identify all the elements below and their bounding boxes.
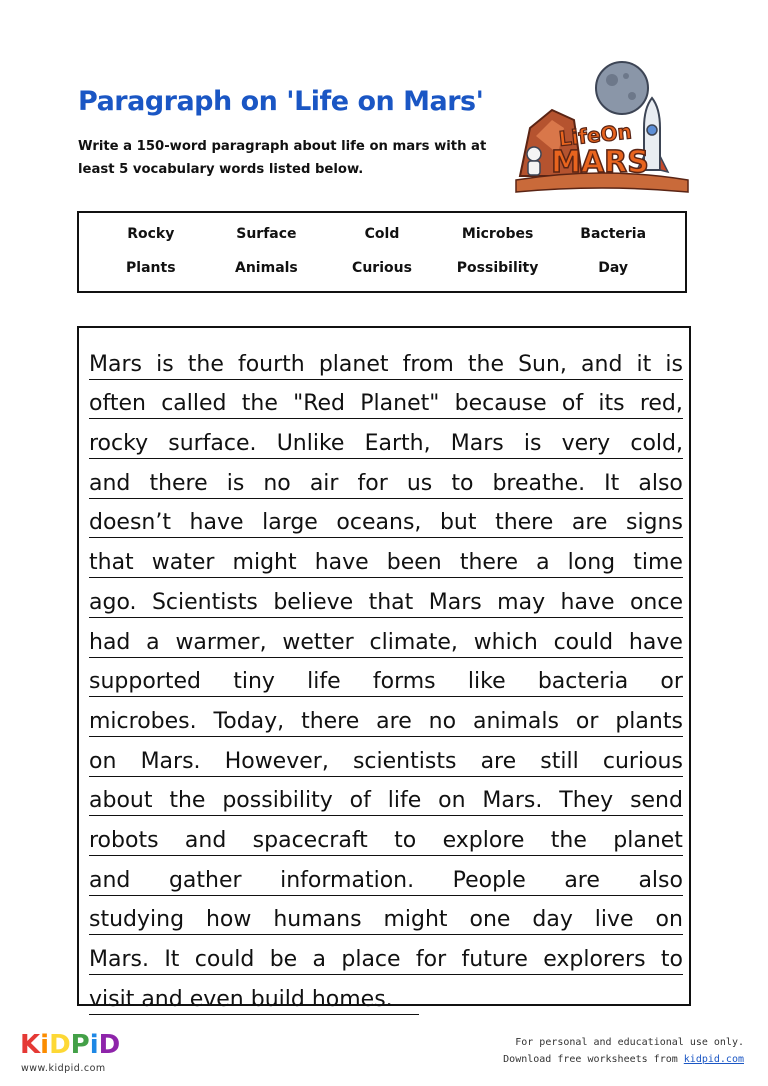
instructions-line-1: Write a 150-word paragraph about life on mars with at — [78, 139, 487, 154]
paragraph-word: It — [604, 470, 620, 496]
paragraph-line — [89, 777, 683, 817]
brand-letter: i — [40, 1030, 50, 1060]
paragraph-word: possibility — [222, 788, 333, 814]
brand-url: www.kidpid.com — [21, 1063, 106, 1074]
paragraph-line — [89, 935, 683, 975]
vocabulary-grid — [93, 225, 671, 277]
paragraph-word: However, — [224, 748, 329, 774]
paragraph-word: a — [536, 550, 550, 576]
paragraph-word: Mars. — [482, 788, 543, 814]
paragraph-word: for — [357, 470, 388, 496]
paragraph-line — [89, 856, 683, 896]
paragraph-word: to — [451, 470, 474, 496]
paragraph-word: of — [561, 391, 584, 417]
paragraph-word: are — [571, 510, 608, 536]
paragraph-word: spacecraft — [252, 827, 368, 853]
paragraph-word: information. — [280, 867, 415, 893]
vocab-word: Bacteria — [580, 226, 647, 242]
paragraph-word: microbes. — [89, 708, 197, 734]
paragraph-word: its — [598, 391, 625, 417]
paragraph-word: Planet" — [360, 391, 440, 417]
paragraph-word: are — [480, 748, 517, 774]
paragraph-word: very — [561, 431, 611, 457]
paragraph-line — [89, 419, 683, 459]
astronaut-icon — [527, 147, 541, 175]
paragraph-word: or — [660, 669, 683, 695]
paragraph-word: no — [263, 470, 291, 496]
vocab-word: Surface — [236, 226, 297, 242]
paragraph-word: live — [594, 907, 634, 933]
paragraph-word: explore — [442, 827, 525, 853]
paragraph-word: animals — [472, 708, 559, 734]
paragraph-word: could — [553, 629, 614, 655]
paragraph-word: that — [368, 589, 414, 615]
vocab-word: Day — [598, 260, 629, 276]
paragraph-word: It — [164, 947, 180, 972]
paragraph-word: signs — [625, 510, 683, 536]
paragraph-word: send — [630, 788, 683, 814]
paragraph-word: the — [550, 827, 587, 853]
paragraph-word: could — [194, 947, 255, 972]
paragraph-word: forms — [372, 669, 436, 695]
paragraph-word: ago. — [89, 589, 137, 615]
vocab-word: Possibility — [456, 260, 539, 276]
paragraph-word: Today, — [213, 708, 285, 734]
footer-note-prefix: Download free worksheets from — [503, 1054, 684, 1065]
paragraph-word: Mars — [450, 431, 504, 457]
paragraph-word: once — [629, 589, 683, 615]
paragraph-word: might — [232, 550, 297, 576]
paragraph-word: is — [226, 470, 245, 496]
brand-letter: K — [20, 1030, 41, 1060]
paragraph-word: Mars — [428, 589, 482, 615]
paragraph-word: and — [184, 827, 227, 853]
paragraph-word: breathe. — [492, 470, 586, 496]
paragraph-word: plants — [615, 708, 683, 734]
paragraph-word: no — [428, 708, 457, 734]
paragraph-word: called — [161, 391, 227, 417]
paragraph-line — [89, 737, 683, 777]
kidpid-link[interactable]: kidpid.com — [683, 1054, 744, 1065]
paragraph-word: and — [89, 867, 131, 893]
paragraph-word: also — [638, 470, 683, 496]
paragraph-word: to — [660, 947, 683, 972]
paragraph-word: Unlike — [276, 431, 345, 457]
instructions-line-2: least 5 vocabulary words listed below. — [78, 162, 364, 177]
paragraph-word: time — [633, 550, 683, 576]
footer-note — [503, 1034, 744, 1068]
paragraph-word: have — [314, 550, 369, 576]
paragraph-word: often — [89, 391, 146, 417]
logo-line-2: MARS — [551, 145, 649, 180]
vocab-word: Rocky — [127, 226, 175, 242]
paragraph-word: the — [467, 351, 504, 377]
paragraph-word: doesn’t — [89, 510, 171, 536]
paragraph-word: is — [156, 351, 174, 377]
paragraph-word: wetter — [282, 629, 354, 655]
paragraph-word: one — [469, 907, 511, 933]
paragraph-word: been — [386, 550, 442, 576]
vocab-word: Curious — [352, 260, 412, 276]
paragraph-word: curious — [602, 748, 683, 774]
paragraph-word: rocky — [89, 431, 149, 457]
paragraph-line — [89, 658, 683, 698]
paragraph-word: had — [89, 629, 131, 655]
paragraph-word: place — [341, 947, 401, 972]
paragraph-box — [77, 326, 691, 1012]
brand-letter: i — [89, 1030, 99, 1060]
paragraph-word: Mars. — [140, 748, 201, 774]
paragraph-word: Earth, — [364, 431, 431, 457]
paragraph-word: a — [146, 629, 160, 655]
life-on-mars-illustration — [512, 58, 692, 198]
paragraph-word: explorers — [543, 947, 646, 972]
paragraph-word: be — [269, 947, 298, 972]
paragraph-word: from — [402, 351, 454, 377]
paragraph-word: there — [459, 550, 519, 576]
paragraph-word: surface. — [168, 431, 257, 457]
paragraph-word: a — [312, 947, 327, 972]
paragraph-word: of — [349, 788, 371, 814]
vocab-word: Plants — [126, 260, 176, 276]
paragraph-word: like — [467, 669, 506, 695]
page-title: Paragraph on 'Life on Mars' — [78, 86, 484, 117]
vocab-word: Cold — [364, 226, 400, 242]
paragraph-line — [89, 896, 683, 936]
paragraph-line — [89, 459, 683, 499]
paragraph-word: Scientists — [151, 589, 258, 615]
paragraph-word: robots — [89, 827, 159, 853]
paragraph-word: supported — [89, 669, 201, 695]
footer-note-line-1: For personal and educational use only. — [515, 1037, 744, 1048]
paragraph-word: water — [151, 550, 215, 576]
paragraph-word: day — [532, 907, 573, 933]
paragraph-word: are — [376, 708, 412, 734]
paragraph-word: still — [540, 748, 579, 774]
paragraph-lines — [89, 340, 683, 1015]
paragraph-word: it — [636, 351, 652, 377]
paragraph-word: tiny — [233, 669, 275, 695]
paragraph-word: that — [89, 550, 134, 576]
paragraph-word: People — [452, 867, 526, 893]
paragraph-word: cold, — [630, 431, 683, 457]
paragraph-word: air — [309, 470, 339, 496]
footer-note-line-2 — [503, 1051, 744, 1068]
paragraph-word: have — [189, 510, 244, 536]
paragraph-word: or — [575, 708, 599, 734]
paragraph-word: might — [383, 907, 448, 933]
paragraph-word: life — [307, 669, 341, 695]
paragraph-word: They — [559, 788, 614, 814]
paragraph-line — [89, 538, 683, 578]
paragraph-word: scientists — [352, 748, 457, 774]
paragraph-word: gather — [168, 867, 242, 893]
paragraph-word: the — [187, 351, 224, 377]
vocab-word: Animals — [235, 260, 298, 276]
paragraph-word: life — [387, 788, 422, 814]
brand-letter: P — [70, 1030, 90, 1060]
paragraph-word: have — [560, 589, 615, 615]
paragraph-word: for — [415, 947, 447, 972]
paragraph-line — [89, 816, 683, 856]
brand-letter: D — [98, 1030, 121, 1060]
paragraph-word: planet — [613, 827, 683, 853]
paragraph-word: planet — [318, 351, 389, 377]
paragraph-word: "Red — [293, 391, 346, 417]
paragraph-word: climate, — [369, 629, 458, 655]
paragraph-word: and — [581, 351, 623, 377]
vocabulary-box — [77, 211, 687, 293]
paragraph-word: about — [89, 788, 153, 814]
paragraph-word: to — [394, 827, 417, 853]
paragraph-word: Mars — [89, 351, 142, 377]
paragraph-line — [89, 499, 683, 539]
paragraph-word: is — [665, 351, 683, 377]
paragraph-word: which — [473, 629, 538, 655]
paragraph-word: have — [628, 629, 683, 655]
paragraph-word: future — [461, 947, 528, 972]
paragraph-line — [89, 618, 683, 658]
paragraph-word: may — [497, 589, 546, 615]
paragraph-line — [89, 380, 683, 420]
paragraph-word: are — [564, 867, 600, 893]
kidpid-logo — [20, 1030, 120, 1060]
paragraph-word: and — [89, 470, 131, 496]
paragraph-word: on — [89, 748, 117, 774]
paragraph-word: is — [523, 431, 542, 457]
brand-letter: D — [49, 1030, 71, 1060]
paragraph-line — [89, 697, 683, 737]
paragraph-word: red, — [639, 391, 683, 417]
paragraph-line — [89, 578, 683, 618]
paragraph-word: the — [169, 788, 206, 814]
paragraph-word: there — [495, 510, 554, 536]
paragraph-word: fourth — [237, 351, 305, 377]
paragraph-word: studying — [89, 907, 185, 933]
vocab-word: Microbes — [461, 226, 534, 242]
paragraph-word: also — [638, 867, 683, 893]
paragraph-word: long — [567, 550, 616, 576]
paragraph-word: the — [241, 391, 278, 417]
paragraph-word: because — [454, 391, 547, 417]
paragraph-word: us — [406, 470, 433, 496]
paragraph-word: Sun, — [518, 351, 567, 377]
paragraph-word: bacteria — [537, 669, 629, 695]
paragraph-word: humans — [273, 907, 362, 933]
paragraph-word: how — [205, 907, 252, 933]
paragraph-word: but — [439, 510, 477, 536]
paragraph-word: on — [438, 788, 466, 814]
paragraph-word: on — [655, 907, 683, 933]
paragraph-word: believe — [273, 589, 354, 615]
paragraph-word: oceans, — [336, 510, 422, 536]
instructions — [78, 135, 498, 181]
logo-line-1: LifeOn — [557, 119, 633, 151]
paragraph-word: there — [149, 470, 208, 496]
paragraph-word: warmer, — [175, 629, 267, 655]
paragraph-word: large — [262, 510, 318, 536]
paragraph-line — [89, 340, 683, 380]
moon-icon — [596, 62, 648, 114]
paragraph-line: visit and even build homes. — [89, 975, 419, 1015]
paragraph-word: Mars. — [89, 947, 149, 972]
paragraph-word: there — [301, 708, 360, 734]
